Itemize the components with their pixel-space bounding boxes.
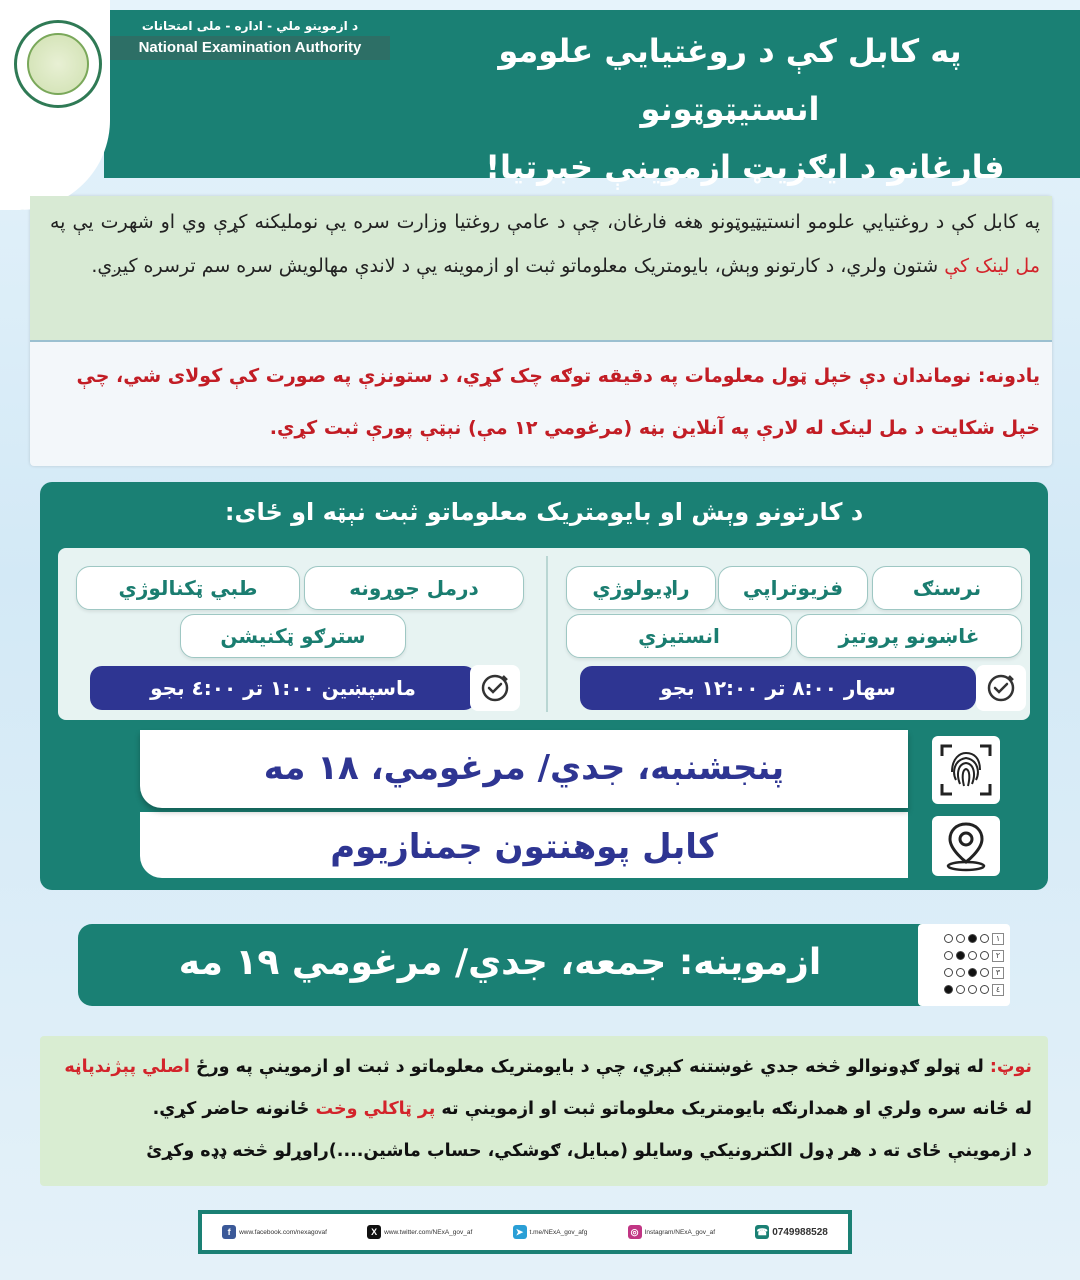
nea-seal-logo [14, 20, 102, 108]
twitter-link[interactable] [367, 1225, 472, 1239]
twitter-text: www.twitter.com/NExA_gov_af [384, 1228, 473, 1236]
location-pin-icon [942, 820, 990, 872]
org-name-pashto: د ازموينو ملي - اداره - ملی امتحانات [141, 19, 359, 33]
fingerprint-icon [938, 742, 994, 798]
phone-number: 0749988528 [772, 1226, 828, 1238]
registration-location: کابل پوهنتون جمنازيوم [140, 812, 908, 878]
note-line-2 [56, 1088, 1032, 1130]
org-name-english: National Examination Authority [110, 36, 390, 60]
telegram-icon: ➤ [513, 1225, 527, 1239]
page-title [410, 22, 1050, 196]
registration-title: د کارتونو وېش او بايومتريک معلوماتو ثبت نېټه او ځای: [224, 498, 864, 526]
facebook-link[interactable] [222, 1225, 327, 1239]
group-pill-medical-technology: طبي ټکنالوژي [76, 566, 300, 610]
facebook-icon: f [222, 1225, 236, 1239]
org-name-block [110, 18, 390, 64]
phone-icon: ☎ [756, 1227, 768, 1237]
note-line-1-text: له ټولو ګډونوالو څخه جدي غوښتنه کېږي، چې د بايومتريک معلوماتو د ثبت او ازموينې په ورځ [189, 1057, 990, 1077]
group-pill-pharmacy: درمل جوړونه [304, 566, 524, 610]
note-line-3: د ازموينې ځای ته د هر ډول الکترونيکي وسايلو (مبايل، ګوشکي، حساب ماشين....)راوړلو څخه ډډه وکړئ [146, 1141, 1032, 1161]
instagram-icon: ◎ [628, 1225, 642, 1239]
intro-paragraph [50, 200, 1040, 288]
group-pill-dental-prosthesis: غاښونو پروتيز [796, 614, 1022, 658]
afternoon-clock-box [470, 665, 520, 711]
clock-check-icon [479, 672, 511, 704]
clock-check-icon [985, 672, 1017, 704]
morning-time-bar: سهار ۸:۰۰ تر ۱۲:۰۰ بجو [580, 666, 976, 710]
note-label: نوټ: [989, 1057, 1032, 1077]
note-line-2-end: ځانونه حاضر کړي. [152, 1099, 316, 1119]
fingerprint-icon-box [932, 736, 1000, 804]
group-pill-nursing: نرسنګ [872, 566, 1022, 610]
instagram-link[interactable] [628, 1225, 715, 1239]
group-pill-radiology: راډيولوژي [566, 566, 716, 610]
afternoon-time-bar: ماسپښين ۱:۰۰ تر ٤:۰۰ بجو [90, 666, 476, 710]
sheet-number: ٤ [992, 984, 1004, 996]
group-pill-eye-technician: سترګو ټکنيشن [180, 614, 406, 658]
title-line-1: په کابل کې د روغتيايي علومو انستيټوټونو [498, 32, 962, 128]
phone-link[interactable] [755, 1225, 828, 1239]
social-links-bar [202, 1214, 848, 1250]
intro-link-highlight: مل لينک کې [944, 255, 1040, 277]
note-line-2-text: له ځانه سره ولري او همدارنګه بايومتريک معلوماتو ثبت او ازموينې ته [435, 1099, 1032, 1119]
x-twitter-icon: X [367, 1225, 381, 1239]
instagram-text: Instagram/NExA_gov_af [644, 1228, 715, 1236]
sheet-number: ٢ [992, 950, 1004, 962]
morning-clock-box [976, 665, 1026, 711]
intro-text-part2: شتون ولري، د کارتونو وېش، بايومتريک معلوماتو ثبت او ازموينه يې د لاندې مهالويش سره سم ترسره کيږي. [91, 255, 945, 277]
sheet-number: ٣ [992, 967, 1004, 979]
group-pill-anesthesia: انستيزي [566, 614, 792, 658]
note-line-1 [56, 1046, 1032, 1088]
sheet-number: ١ [992, 933, 1004, 945]
seal-map-emblem [27, 33, 89, 95]
telegram-link[interactable] [513, 1225, 588, 1239]
groups-divider [546, 556, 548, 712]
location-icon-box [932, 816, 1000, 876]
intro-text-part1: په کابل کې د روغتيايي علومو انستيټيوټونو هغه فارغان، چې د عامې روغتيا وزارت سره يې نومليکنه کړې وي او شهرت يې په [50, 211, 1040, 233]
note-paragraph [56, 1046, 1032, 1172]
reminder-paragraph: يادونه: نوماندان دې خپل ټول معلومات په دقيقه توګه چک کړي، د ستونزې په صورت کې کولای شي، چې خپل شکايت د مل لينک له لارې په آنلاين بڼه (مرغومي ١٢ مې) نېټې پورې ثبت کړي. [76, 365, 1040, 439]
note-on-time-highlight: پر ټاکلي وخت [315, 1099, 436, 1119]
exam-date: ازموينه: جمعه، جدي/ مرغومي ۱۹ مه [178, 942, 822, 983]
group-pill-physiotherapy: فزيوتراپي [718, 566, 868, 610]
note-original-id-highlight: اصلي پېژندپاڼه [64, 1057, 190, 1077]
title-line-2: فارغانو د ايګزيټ ازموينې خبرتيا! [485, 148, 1005, 186]
registration-date: پنجشنبه، جدي/ مرغومي، ۱۸ مه [140, 730, 908, 808]
answer-sheet-icon [918, 924, 1010, 1006]
facebook-text: www.facebook.com/nexagovaf [239, 1228, 327, 1236]
telegram-text: t.me/NExA_gov_afg [529, 1228, 588, 1236]
